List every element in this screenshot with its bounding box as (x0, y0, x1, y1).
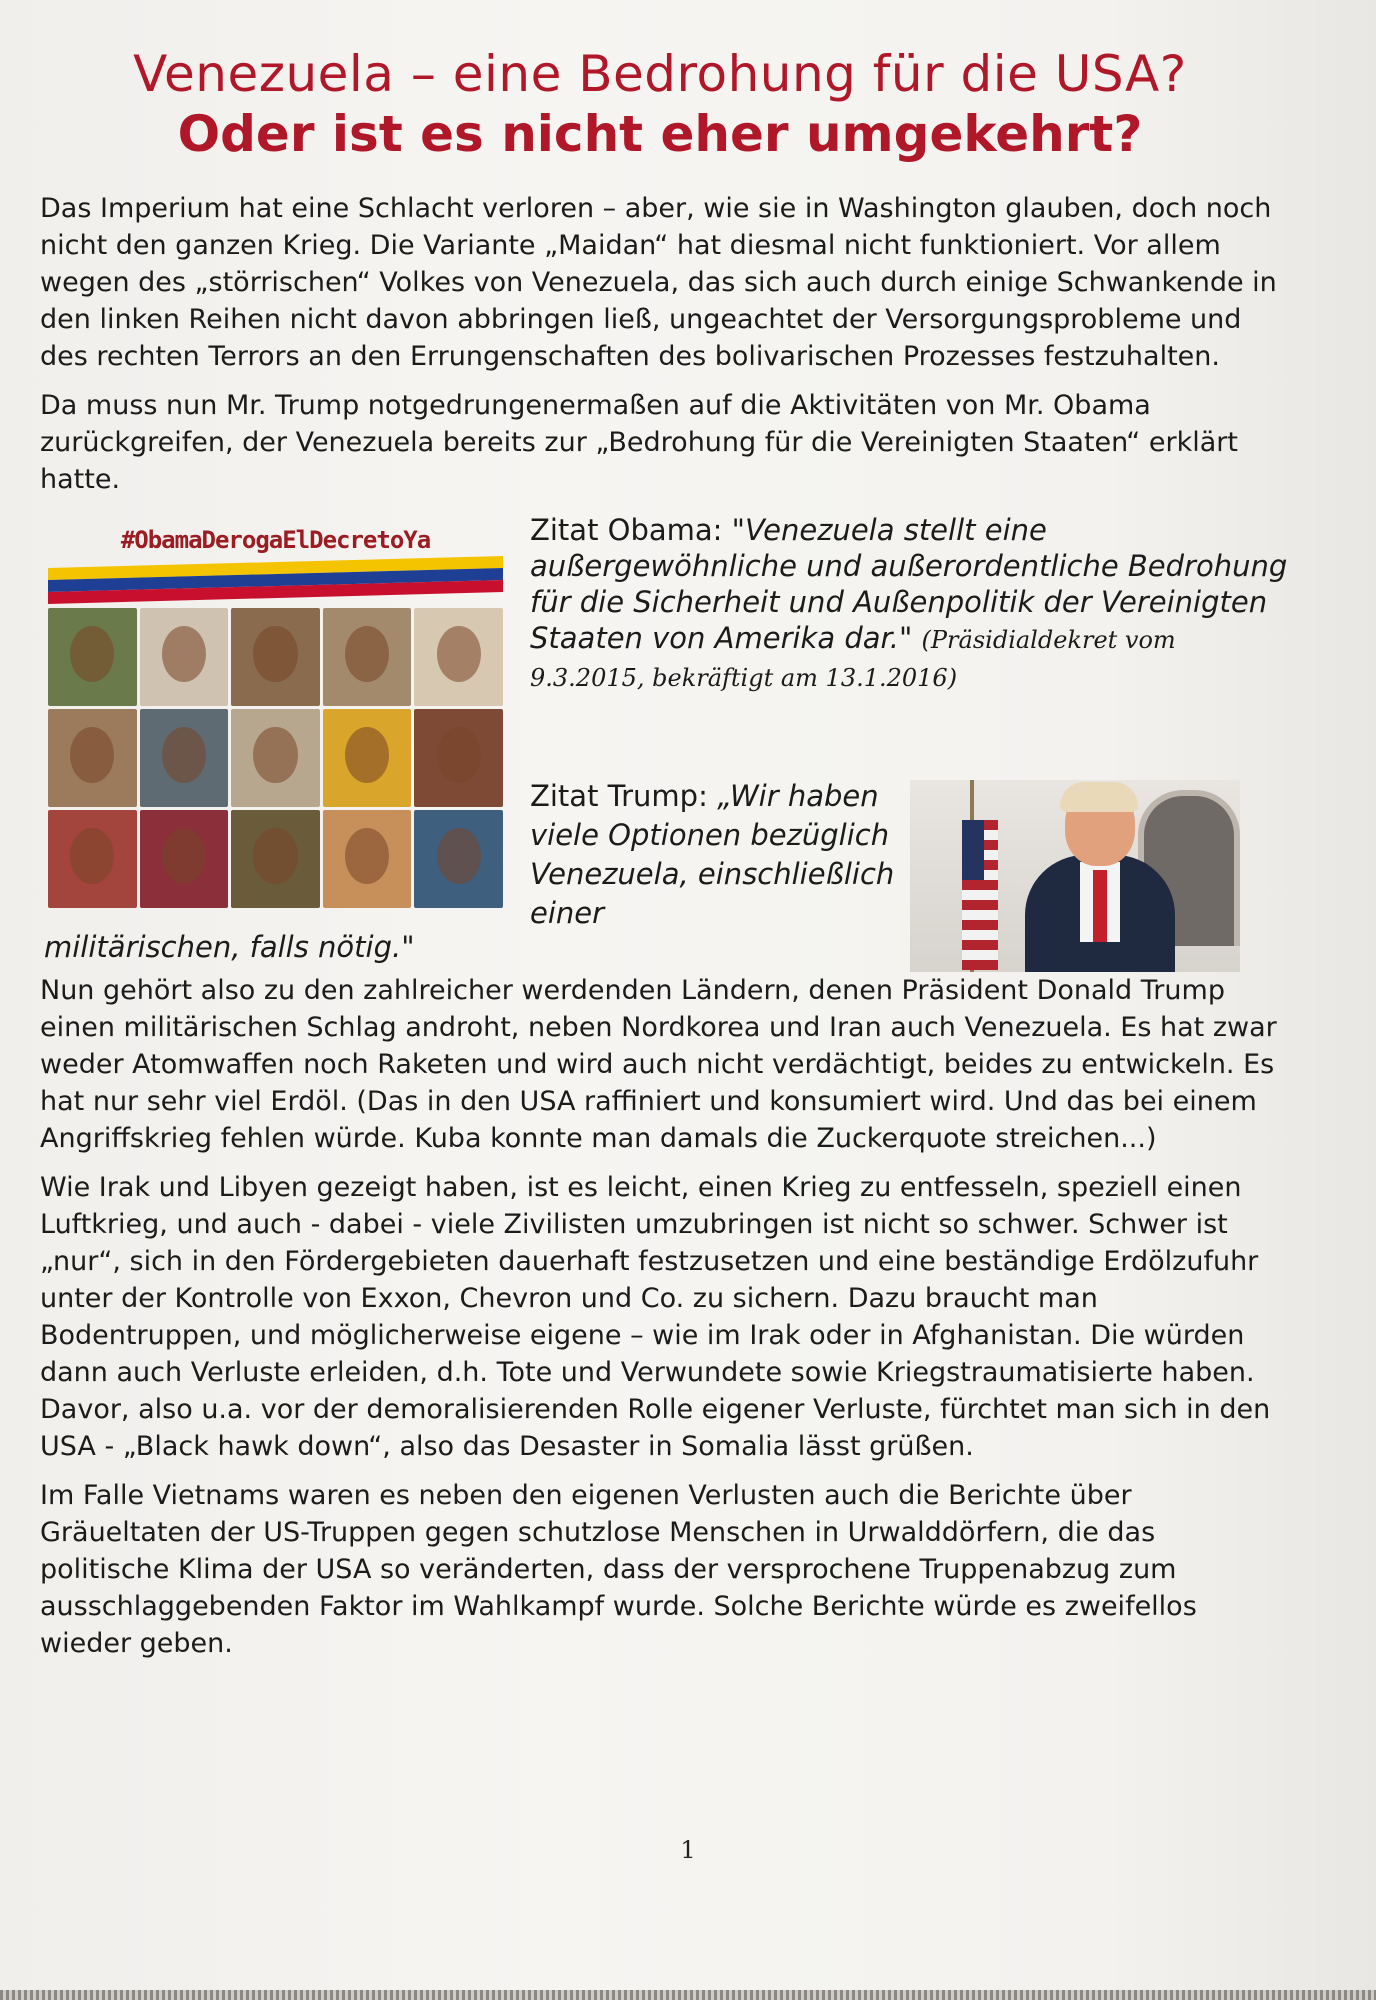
quote-trump-text: „Wir haben viele Optionen bezüglich Venezuela, einschließlich einer (530, 779, 895, 930)
quote-trump (530, 777, 900, 933)
paragraph-body-3: Im Falle Vietnams waren es neben den eigenen Verlusten auch die Berichte über Gräueltaten der US-Truppen gegen schutzlose Menschen in Urwalddörfern, die das politische Klima der USA so veränderten, dass der versprochene Truppenabzug zum ausschlaggebenden Faktor im Wahlkampf wurde. Solche Berichte würde es zweifellos wieder geben. (40, 1480, 1197, 1659)
paragraph-body-2: Wie Irak und Libyen gezeigt haben, ist es leicht, einen Krieg zu entfesseln, speziell einen Luftkrieg, und auch - dabei - viele Zivilisten umzubringen ist nicht so schwer. Schwer ist „nur“, sich in den Fördergebieten dauerhaft festzusetzen und eine beständige Erdölzufuhr unter der Kontrolle von Exxon, Chevron und Co. zu sichern. Dazu braucht man Bodentruppen, und möglicherweise eigene – wie im Irak oder in Afghanistan. Die würden dann auch Verluste erleiden, d.h. Tote und Verwundete sowie Kriegstraumatisierte haben. Davor, also u.a. vor der demoralisierenden Rolle eigener Verluste, fürchtet man sich in den USA - „Black hawk down“, also das Desaster in Somalia lässt grüßen. (40, 1172, 1271, 1462)
paragraph-intro-1: Das Imperium hat eine Schlacht verloren – aber, wie sie in Washington glauben, doch noch nicht den ganzen Krieg. Die Variante „Maidan“ hat diesmal nicht funktioniert. Vor allem wegen des „störrischen“ Volkes von Venezuela, das sich auch durch einige Schwankende in den linken Reihen nicht davon abbringen ließ, ungeachtet der Versorgungsprobleme und des rechten Terrors an den Errungenschaften des bolivarischen Prozesses festzuhalten. (40, 193, 1277, 372)
portrait (140, 709, 229, 807)
collage-hashtag: #ObamaDerogaElDecretoYa (120, 526, 431, 554)
headline-line-2: Oder ist es nicht eher umgekehrt? (177, 105, 1143, 163)
portrait (231, 810, 320, 908)
portrait (48, 810, 137, 908)
portrait (231, 608, 320, 706)
quote-trump-text-end: militärischen, falls nötig." (44, 930, 415, 964)
portrait (414, 709, 503, 807)
page-edge (0, 1990, 1376, 2000)
article (40, 44, 1288, 1674)
us-flag (962, 820, 998, 970)
venezuela-flag-ribbon (48, 562, 503, 602)
quote-obama-text: "Venezuela stellt eine außergewöhnliche und außerordentliche Bedrohung für die Sicherheit und Außenpolitik der Vereinigten Staaten von Amerika dar." (530, 513, 1288, 655)
portrait (414, 608, 503, 706)
paragraph-body-1: Nun gehört also zu den zahlreicher werdenden Ländern, denen Präsident Donald Trump einen militärischen Schlag androht, neben Nordkorea und Iran auch Venezuela. Es hat zwar weder Atomwaffen noch Raketen und wird auch nicht verdächtigt, beides zu entwickeln. Es hat nur sehr viel Erdöl. (Das in den USA raffiniert und konsumiert wird. Und das bei einem Angriffskrieg fehlen würde. Kuba konnte man damals die Zuckerquote streichen...) (40, 975, 1277, 1154)
quote-obama-source: (Präsidialdekret vom 9.3.2015, bekräftigt am 13.1.2016) (530, 626, 1176, 692)
quotes-section (40, 512, 1288, 972)
portrait (231, 709, 320, 807)
quote-obama (530, 512, 1290, 696)
page-number: 1 (680, 1836, 696, 1864)
venezuela-collage-image (48, 522, 503, 922)
portrait-grid (48, 608, 503, 908)
portrait (140, 608, 229, 706)
portrait (323, 810, 412, 908)
portrait (323, 608, 412, 706)
portrait (414, 810, 503, 908)
quote-trump-prefix: Zitat Trump: (530, 779, 708, 813)
portrait (48, 709, 137, 807)
paragraph-intro-2: Da muss nun Mr. Trump notgedrungenermaßen auf die Aktivitäten von Mr. Obama zurückgreifen, der Venezuela bereits zur „Bedrohung für die Vereinigten Staaten“ erklärt hatte. (40, 390, 1238, 495)
portrait (140, 810, 229, 908)
headline-line-1: Venezuela – eine Bedrohung für die USA? (133, 45, 1187, 103)
portrait (48, 608, 137, 706)
photo-hair (1060, 782, 1138, 812)
quote-obama-prefix: Zitat Obama: (530, 513, 723, 547)
trump-photo (910, 780, 1240, 972)
photo-tie (1093, 870, 1107, 942)
portrait (323, 709, 412, 807)
